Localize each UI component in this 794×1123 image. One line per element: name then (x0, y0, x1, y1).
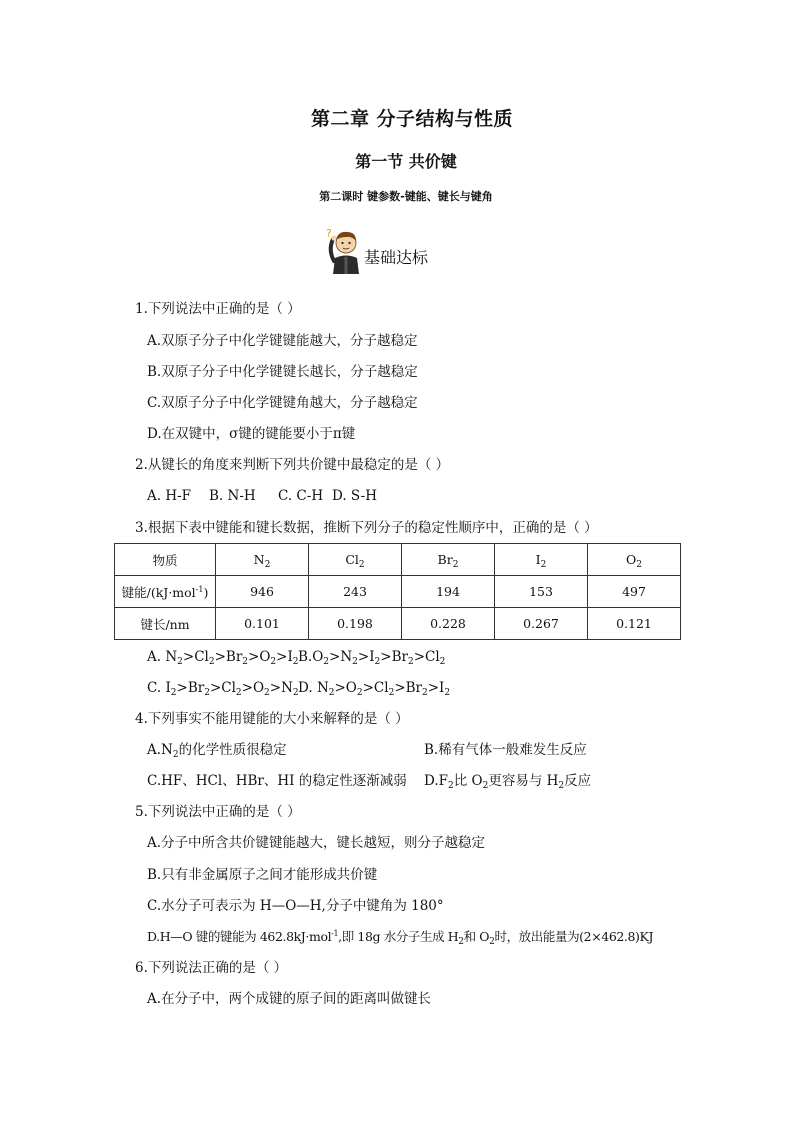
q3-stem: 3.根据下表中键能和键长数据，推断下列分子的稳定性顺序中，正确的是（ ） (135, 520, 598, 536)
table-header-o2: $O_2$ (588, 544, 681, 576)
q3-option-c: C. $I_2>Br_2>Cl_2>O_2>N_2$ (147, 680, 299, 698)
table-cell: 0.228 (402, 608, 495, 640)
chapter-title: 第二章 分子结构与性质 (310, 108, 514, 130)
q2-stem: 2.从键长的角度来判断下列共价键中最稳定的是（ ） (135, 457, 450, 473)
section-title: 第一节 共价键 (355, 152, 457, 171)
table-header-i2: $I_2$ (495, 544, 588, 576)
q3-option-d: D. $N_2>O_2>Cl_2>Br_2>I_2$ (298, 680, 451, 698)
q4-option-d: $D.F_2$比 $O_2$更容易与 $H_2$反应 (424, 773, 592, 791)
table-row (115, 576, 681, 608)
q5-stem: 5.下列说法中正确的是（ ） (135, 804, 301, 820)
table-row (115, 544, 681, 576)
table-cell: 0.121 (588, 608, 681, 640)
q4-option-c: C.HF、HCl、HBr、HI 的稳定性逐渐减弱 (147, 773, 407, 789)
q2-option-d: D. S-H (332, 488, 378, 504)
table-cell: 0.101 (216, 608, 309, 640)
q6-stem: 6.下列说法正确的是（ ） (135, 960, 288, 976)
q1-option-d: D.在双键中，σ键的键能要小于π键 (147, 426, 356, 442)
table-header-substance: 物质 (115, 544, 216, 576)
table-header-n2: $N_2$ (216, 544, 309, 576)
q6-option-a: A.在分子中，两个成键的原子间的距离叫做键长 (147, 991, 432, 1007)
svg-text:?: ? (326, 227, 332, 240)
table-header-br2: $Br_2$ (402, 544, 495, 576)
table-cell: 243 (309, 576, 402, 608)
q1-option-c: C.双原子分子中化学键键角越大，分子越稳定 (147, 395, 418, 411)
q2-option-b: B. N-H (209, 488, 256, 504)
q5-option-b: B.只有非金属原子之间才能形成共价键 (147, 867, 378, 883)
banner-label: 基础达标 (364, 248, 429, 267)
q1-option-b: B.双原子分子中化学键键长越长，分子越稳定 (147, 364, 418, 380)
bond-data-table (114, 543, 681, 640)
q2-option-a: A. H-F (147, 488, 192, 504)
q5-option-c: C.水分子可表示为 H—O—H,分子中键角为 180° (147, 898, 444, 914)
q2-option-c: C. C-H (278, 488, 324, 504)
q4-stem: 4.下列事实不能用键能的大小来解释的是（ ） (135, 711, 409, 727)
table-cell: 946 (216, 576, 309, 608)
table-cell: 194 (402, 576, 495, 608)
table-cell: 0.198 (309, 608, 402, 640)
q5-option-a: A.分子中所含共价键键能越大，键长越短，则分子越稳定 (147, 835, 486, 851)
q5-option-d: D.H—O 键的键能为 462.8kJ·mol$^{-1}$,即 18g 水分子生成 $H_2$和 $O_2$时，放出能量为(2×462.8)KJ (147, 929, 654, 947)
table-cell: 0.267 (495, 608, 588, 640)
q3-option-a: A. $N_2>Cl_2>Br_2>O_2>I_2$ (147, 649, 299, 667)
lesson-title: 第二课时 键参数-键能、键长与键角 (319, 190, 493, 203)
table-header-cl2: $Cl_2$ (309, 544, 402, 576)
basic-practice-banner (324, 226, 428, 274)
q4-option-b: B.稀有气体一般难发生反应 (424, 742, 587, 758)
table-label-bond-length: 键长/nm (115, 608, 216, 640)
thinking-student-icon (324, 226, 362, 274)
q4-option-a: $A.N_2$的化学性质很稳定 (147, 742, 287, 760)
table-cell: 153 (495, 576, 588, 608)
table-label-bond-energy: 键能/(kJ·mol$^{-1}$) (115, 576, 216, 608)
table-cell: 497 (588, 576, 681, 608)
q1-stem: 1.下列说法中正确的是（ ） (135, 301, 301, 317)
table-row (115, 608, 681, 640)
q3-option-b: $B.O_2>N_2>I_2>Br_2>Cl_2$ (298, 649, 446, 667)
q1-option-a: A.双原子分子中化学键键能越大，分子越稳定 (147, 333, 418, 349)
